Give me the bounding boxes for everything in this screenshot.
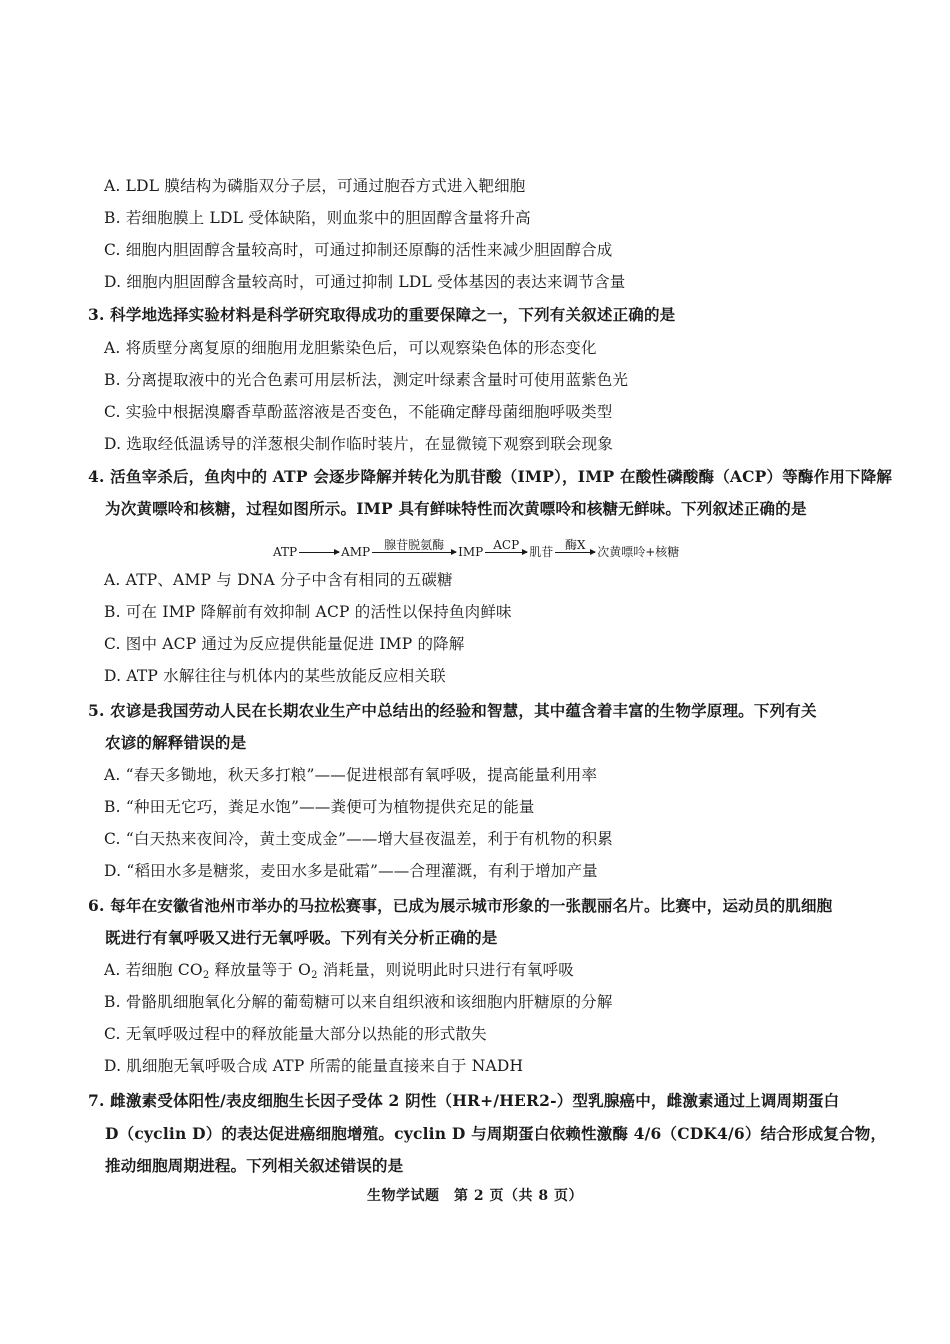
arrow-label-enzyme-x: 酶X	[564, 538, 586, 552]
arrow-right-icon	[555, 552, 595, 553]
q4-option-b: B. 可在 IMP 降解前有效抑制 ACP 的活性以保持鱼肉鲜味	[104, 603, 512, 621]
q6-option-a-text: 释放量等于 O	[209, 961, 312, 979]
pathway-arrow-4	[555, 539, 595, 559]
q3-option-b: B. 分离提取液中的光合色素可用层析法，测定叶绿素含量时可使用蓝紫色光	[104, 371, 629, 389]
q4-option-d: D. ATP 水解往往与机体内的某些放能反应相关联	[104, 667, 446, 685]
q5-option-b: B. “种田无它巧，粪足水饱”——粪便可为植物提供充足的能量	[104, 798, 535, 816]
pathway-node-amp: AMP	[341, 545, 371, 559]
pathway-arrow-1	[299, 552, 339, 559]
q3-option-d: D. 选取经低温诱导的洋葱根尖制作临时装片，在显微镜下观察到联会现象	[104, 435, 614, 453]
pathway-node-atp: ATP	[273, 545, 298, 559]
pathway-node-inosine: 肌苷	[529, 545, 554, 559]
q4-stem-line2: 为次黄嘌呤和核糖，过程如图所示。IMP 具有鲜味特性而次黄嘌呤和核糖无鲜味。下列叙述正确的是	[105, 499, 807, 518]
arrow-right-icon	[299, 552, 339, 553]
q3-option-c: C. 实验中根据溴麝香草酚蓝溶液是否变色，不能确定酵母菌细胞呼吸类型	[104, 403, 613, 421]
q7-stem-line3: 推动细胞周期进程。下列相关叙述错误的是	[105, 1156, 404, 1175]
subscript: 2	[202, 970, 210, 981]
q2-option-d: D. 细胞内胆固醇含量较高时，可通过抑制 LDL 受体基因的表达来调节含量	[104, 273, 626, 291]
arrow-right-icon	[372, 552, 456, 553]
pathway-arrow-3	[485, 539, 527, 559]
q3-option-a: A. 将质壁分离复原的细胞用龙胆紫染色后，可以观察染色体的形态变化	[104, 339, 597, 357]
q5-stem-line1: 5. 农谚是我国劳动人民在长期农业生产中总结出的经验和智慧，其中蕴含着丰富的生物学原理。下列有关	[88, 701, 817, 720]
q6-stem-line2: 既进行有氧呼吸又进行无氧呼吸。下列有关分析正确的是	[105, 928, 498, 947]
q2-option-c: C. 细胞内胆固醇含量较高时，可通过抑制还原酶的活性来减少胆固醇合成	[104, 241, 613, 259]
q4-option-c: C. 图中 ACP 通过为反应提供能量促进 IMP 的降解	[104, 635, 465, 653]
q5-stem-line2: 农谚的解释错误的是	[105, 733, 247, 752]
q6-option-d: D. 肌细胞无氧呼吸合成 ATP 所需的能量直接来自于 NADH	[104, 1057, 524, 1075]
q6-option-b: B. 骨骼肌细胞氧化分解的葡萄糖可以来自组织液和该细胞内肝糖原的分解	[104, 993, 613, 1011]
subscript: 2	[311, 970, 318, 981]
q6-stem-line1: 6. 每年在安徽省池州市举办的马拉松赛事，已成为展示城市形象的一张靓丽名片。比赛中，运动员的肌细胞	[88, 896, 833, 915]
pathway-arrow-2	[372, 539, 456, 559]
q2-option-b: B. 若细胞膜上 LDL 受体缺陷，则血浆中的胆固醇含量将升高	[104, 209, 531, 227]
q6-option-a	[104, 960, 574, 980]
q7-stem-line2: D（cyclin D）的表达促进癌细胞增殖。cyclin D 与周期蛋白依赖性激酶 4/6（CDK4/6）结合形成复合物，	[105, 1124, 887, 1143]
q6-option-a-text: 消耗量，则说明此时只进行有氧呼吸	[317, 961, 574, 979]
page-footer: 生物学试题 第 2 页（共 8 页）	[367, 1188, 583, 1204]
q4-stem-line1: 4. 活鱼宰杀后，鱼肉中的 ATP 会逐步降解并转化为肌苷酸（IMP），IMP 在酸性磷酸酶（ACP）等酶作用下降解	[88, 467, 893, 486]
arrow-right-icon	[485, 552, 527, 553]
arrow-label-adenosine-deaminase: 腺苷脱氨酶	[384, 538, 445, 552]
q6-option-a-text: A. 若细胞 CO	[104, 961, 203, 979]
q7-stem-line1: 7. 雌激素受体阳性/表皮细胞生长因子受体 2 阴性（HR+/HER2-）型乳腺癌中，雌激素通过上调周期蛋白	[88, 1091, 840, 1110]
atp-degradation-pathway-diagram	[272, 539, 680, 559]
pathway-node-products: 次黄嘌呤+核糖	[597, 545, 680, 559]
q3-stem: 3. 科学地选择实验材料是科学研究取得成功的重要保障之一，下列有关叙述正确的是	[88, 305, 676, 324]
q4-option-a: A. ATP、AMP 与 DNA 分子中含有相同的五碳糖	[104, 571, 453, 589]
q5-option-a: A. “春天多锄地，秋天多打粮”——促进根部有氧呼吸，提高能量利用率	[104, 766, 598, 784]
arrow-label-acp: ACP	[493, 538, 520, 552]
q5-option-d: D. “稻田水多是糖浆，麦田水多是砒霜”——合理灌溉，有利于增加产量	[104, 862, 598, 880]
q2-option-a: A. LDL 膜结构为磷脂双分子层，可通过胞吞方式进入靶细胞	[104, 177, 526, 195]
q5-option-c: C. “白天热来夜间冷，黄土变成金”——增大昼夜温差，利于有机物的积累	[104, 830, 614, 848]
pathway-node-imp: IMP	[458, 545, 484, 559]
q6-option-c: C. 无氧呼吸过程中的释放能量大部分以热能的形式散失	[104, 1025, 487, 1043]
